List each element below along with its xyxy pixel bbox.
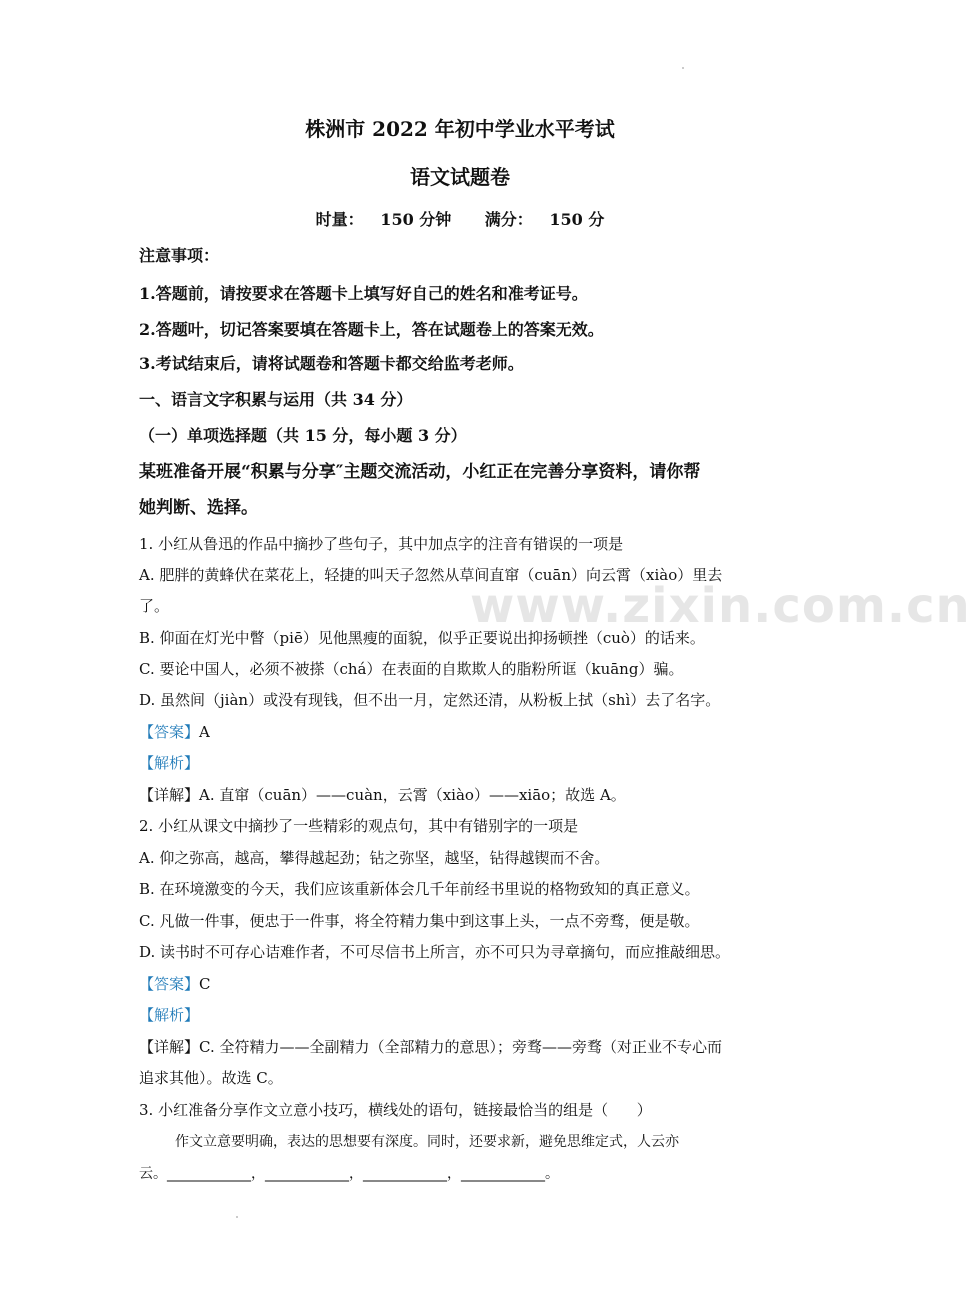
analysis-tag: 【解析】	[139, 1006, 200, 1024]
detail-text: A. 直窜（cuān）——cuàn，云霄（xiào）——xiāo；故选 A。	[199, 786, 626, 804]
notice-item: 2.答题叶，切记答案要填在答题卡上，答在试题卷上的答案无效。	[139, 320, 604, 339]
detail-text: C. 全符精力——全副精力（全部精力的意思）；旁骛——旁骛（对正业不专心而	[199, 1038, 722, 1056]
section-title: 一、语言文字积累与运用（共 34 分）	[139, 390, 413, 409]
question-option: B. 仰面在灯光中瞥（piē）见他黑瘦的面貌，似乎正要说出抑扬顿挫（cuò）的话来。	[139, 629, 705, 647]
corner-dot	[682, 67, 684, 69]
detail-text: 追求其他）。故选 C。	[139, 1069, 283, 1087]
watermark: www.zixin.com.cn	[470, 578, 971, 634]
analysis-tag: 【解析】	[139, 754, 200, 772]
detail-line	[139, 785, 626, 805]
question-stem: 3. 小红准备分享作文立意小技巧，横线处的语句，链接最恰当的组是（ ）	[139, 1101, 652, 1119]
question-option: C. 凡做一件事，便忠于一件事，将全符精力集中到这事上头，一点不旁骛，便是敬。	[139, 912, 700, 930]
passage-blanks: 云。____________，____________，____________，____________。	[139, 1166, 559, 1182]
detail-tag: 【详解】	[139, 1038, 200, 1056]
notice-heading: 注意事项：	[139, 246, 220, 265]
question-option: D. 读书时不可存心诘难作者，不可尽信书上所言，亦不可只为寻章摘句，而应推敲细思。	[139, 943, 731, 961]
detail-tag: 【详解】	[139, 786, 200, 804]
question-option: C. 要论中国人，必须不被搽（chá）在表面的自欺欺人的脂粉所诓（kuāng）骗。	[139, 660, 684, 678]
answer-tag: 【答案】	[139, 723, 200, 741]
question-option: A. 仰之弥高，越高，攀得越起劲；钻之弥坚，越坚，钻得越锲而不舍。	[139, 849, 610, 867]
answer-line	[139, 722, 210, 742]
exam-title: 株洲市 2022 年初中学业水平考试	[305, 117, 615, 141]
footer-dot	[236, 1216, 238, 1218]
answer-tag: 【答案】	[139, 975, 200, 993]
question-stem: 1. 小红从鲁迅的作品中摘抄了些句子，其中加点字的注音有错误的一项是	[139, 535, 624, 553]
section-intro: 她判断、选择。	[139, 498, 258, 518]
question-option: D. 虽然间（jiàn）或没有现钱，但不出一月，定然还清，从粉板上拭（shì）去了名字。	[139, 691, 721, 709]
notice-item: 1.答题前，请按要求在答题卡上填写好自己的姓名和准考证号。	[139, 284, 588, 303]
question-option: 了。	[139, 597, 170, 615]
notice-item: 3.考试结束后，请将试题卷和答题卡都交给监考老师。	[139, 354, 524, 373]
question-option: B. 在环境激变的今天，我们应该重新体会几千年前经书里说的格物致知的真正意义。	[139, 880, 700, 898]
detail-line	[139, 1037, 722, 1057]
section-subtitle: （一）单项选择题（共 15 分，每小题 3 分）	[139, 426, 467, 445]
question-stem: 2. 小红从课文中摘抄了一些精彩的观点句，其中有错别字的一项是	[139, 817, 579, 835]
exam-subtitle: 语文试题卷	[410, 165, 510, 189]
question-option: A. 肥胖的黄蜂伏在菜花上，轻捷的叫天子忽然从草间直窜（cuān）向云霄（xiào）里去	[139, 566, 723, 584]
section-intro: 某班准备开展“积累与分享″主题交流活动，小红正在完善分享资料，请你帮	[139, 462, 701, 482]
exam-meta: 时量： 150 分钟 满分： 150 分	[315, 210, 605, 229]
answer-value: C	[199, 975, 211, 993]
answer-value: A	[199, 723, 210, 741]
answer-line	[139, 974, 211, 994]
passage-text: 作文立意要明确，表达的思想要有深度。同时，还要求新，避免思维定式，人云亦	[175, 1134, 679, 1150]
